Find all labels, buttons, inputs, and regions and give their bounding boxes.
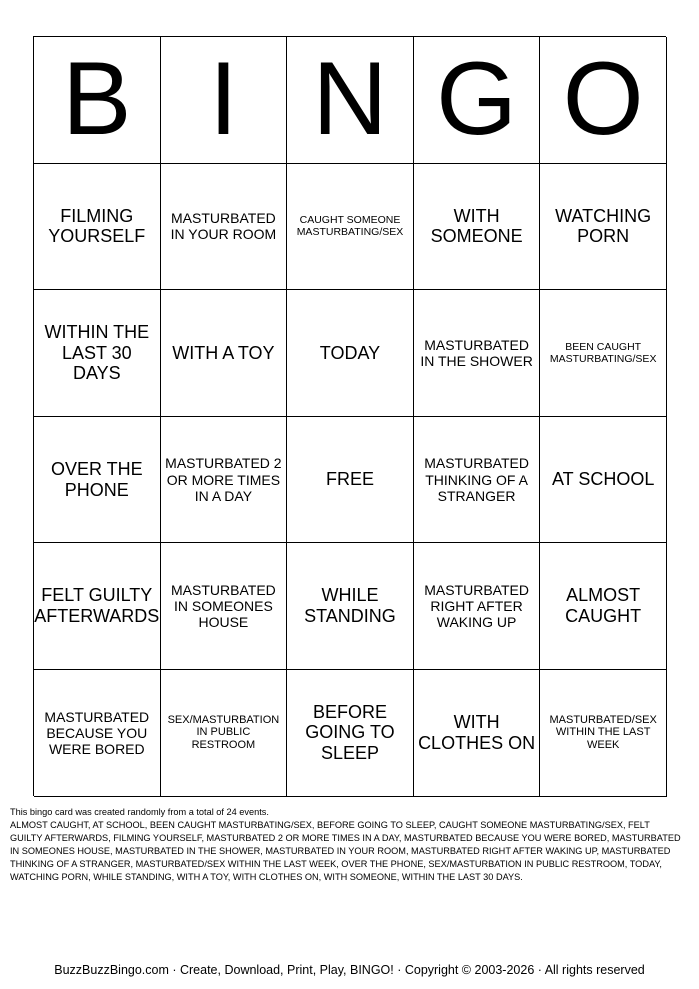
bingo-cell: BEFORE GOING TO SLEEP (287, 670, 414, 797)
free-space-cell: FREE (287, 417, 414, 544)
info-summary: This bingo card was created randomly from a total of 24 events. (10, 807, 269, 817)
footer-copyright: BuzzBuzzBingo.com · Create, Download, Print, Play, BINGO! · Copyright © 2003-2026 · All rights reserved (54, 963, 645, 977)
bingo-cell: MASTURBATED IN YOUR ROOM (161, 164, 288, 291)
header-letter-n: N (287, 37, 414, 164)
bingo-cell: WHILE STANDING (287, 543, 414, 670)
bingo-cell: MASTURBATED IN SOMEONES HOUSE (161, 543, 288, 670)
header-letter-g: G (414, 37, 541, 164)
bingo-cell: WATCHING PORN (540, 164, 667, 291)
bingo-cell: TODAY (287, 290, 414, 417)
bingo-cell: FELT GUILTY AFTERWARDS (34, 543, 161, 670)
bingo-cell: FILMING YOURSELF (34, 164, 161, 291)
header-letter-i: I (161, 37, 288, 164)
bingo-cell: WITH A TOY (161, 290, 288, 417)
bingo-cell: MASTURBATED/SEX WITHIN THE LAST WEEK (540, 670, 667, 797)
bingo-cell: MASTURBATED THINKING OF A STRANGER (414, 417, 541, 544)
bingo-cell: WITH CLOTHES ON (414, 670, 541, 797)
bingo-cell: OVER THE PHONE (34, 417, 161, 544)
bingo-cell: ALMOST CAUGHT (540, 543, 667, 670)
bingo-cell: MASTURBATED 2 OR MORE TIMES IN A DAY (161, 417, 288, 544)
bingo-cell: WITHIN THE LAST 30 DAYS (34, 290, 161, 417)
bingo-cell: BEEN CAUGHT MASTURBATING/SEX (540, 290, 667, 417)
info-event-list: ALMOST CAUGHT, AT SCHOOL, BEEN CAUGHT MASTURBATING/SEX, BEFORE GOING TO SLEEP, CAUGHT SOMEONE MASTURBATING/SEX, FELT GUILTY AFTERWARDS, FILMING YOURSELF, MASTURBATED 2 OR MORE TIMES IN A DAY, MASTURBATED BECAUSE YOU WERE BORED, MASTURBATED IN SOMEONES HOUSE, MASTURBATED IN THE SHOWER, MASTURBATED IN YOUR ROOM, MASTURBATED RIGHT AFTER WAKING UP, MASTURBATED THINKING OF A STRANGER, MASTURBATED/SEX WITHIN THE LAST WEEK, OVER THE PHONE, SEX/MASTURBATION IN PUBLIC RESTROOM, TODAY, WATCHING PORN, WHILE STANDING, WITH A TOY, WITH CLOTHES ON, WITH SOMEONE, WITHIN THE LAST 30 DAYS. (10, 820, 681, 883)
header-letter-b: B (34, 37, 161, 164)
bingo-card (33, 36, 666, 796)
bingo-cell: MASTURBATED IN THE SHOWER (414, 290, 541, 417)
bingo-cell: SEX/MASTURBATION IN PUBLIC RESTROOM (161, 670, 288, 797)
bingo-cell: CAUGHT SOMEONE MASTURBATING/SEX (287, 164, 414, 291)
bingo-cell: MASTURBATED RIGHT AFTER WAKING UP (414, 543, 541, 670)
bingo-cell: WITH SOMEONE (414, 164, 541, 291)
bingo-cell: MASTURBATED BECAUSE YOU WERE BORED (34, 670, 161, 797)
bingo-cell: AT SCHOOL (540, 417, 667, 544)
card-info (10, 806, 682, 884)
header-letter-o: O (540, 37, 667, 164)
